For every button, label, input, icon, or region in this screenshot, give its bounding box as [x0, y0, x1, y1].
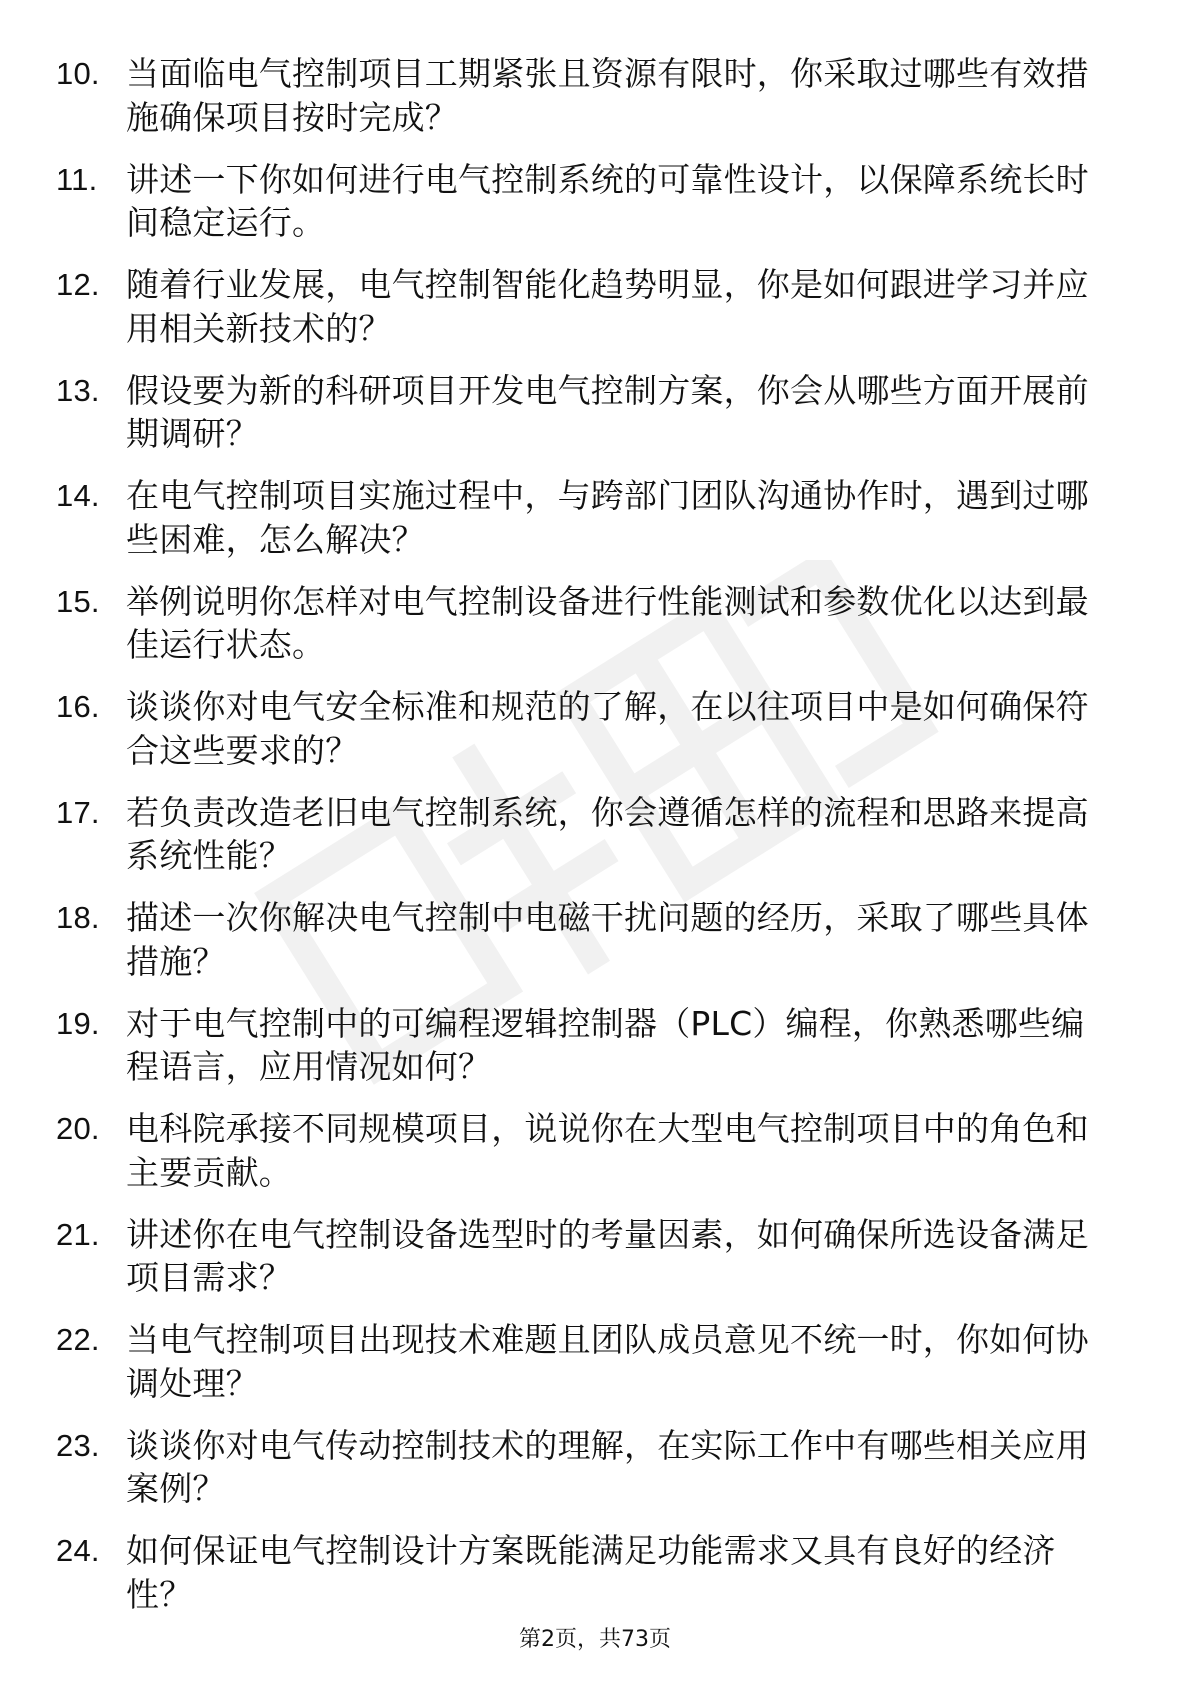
- question-text: 当面临电气控制项目工期紧张且资源有限时，你采取过哪些有效措施确保项目按时完成？: [126, 54, 1089, 137]
- question-text: 若负责改造老旧电气控制系统，你会遵循怎样的流程和思路来提高系统性能？: [126, 792, 1089, 875]
- question-item: [56, 474, 1116, 561]
- question-number: 21.: [56, 1216, 100, 1252]
- question-text: 讲述你在电气控制设备选型时的考量因素，如何确保所选设备满足项目需求？: [126, 1214, 1089, 1297]
- question-text: 描述一次你解决电气控制中电磁干扰问题的经历，采取了哪些具体措施？: [126, 898, 1089, 981]
- question-item: [56, 1002, 1116, 1089]
- question-number: 16.: [56, 689, 100, 724]
- question-text: 对于电气控制中的可编程逻辑控制器（PLC）编程，你熟悉哪些编程语言，应用情况如何？: [126, 1003, 1085, 1086]
- question-number: 14.: [56, 478, 100, 513]
- question-text: 谈谈你对电气安全标准和规范的了解，在以往项目中是如何确保符合这些要求的？: [126, 687, 1089, 770]
- question-number: 11.: [56, 161, 98, 197]
- question-number: 20.: [56, 1111, 100, 1146]
- question-number: 24.: [56, 1533, 100, 1568]
- question-text: 举例说明你怎样对电气控制设备进行性能测试和参数优化以达到最佳运行状态。: [126, 581, 1089, 664]
- page-footer: 第2页，共73页: [519, 1627, 671, 1652]
- question-item: [56, 369, 1116, 456]
- question-item: [56, 1107, 1116, 1194]
- question-number: 23.: [56, 1427, 100, 1463]
- question-item: [56, 580, 1116, 667]
- question-number: 17.: [56, 794, 100, 830]
- question-item: [56, 1213, 1116, 1300]
- question-item: [56, 52, 1116, 139]
- question-item: [56, 263, 1116, 350]
- question-number: 10.: [56, 56, 100, 91]
- question-item: [56, 1318, 1116, 1405]
- question-text: 电科院承接不同规模项目，说说你在大型电气控制项目中的角色和主要贡献。: [126, 1109, 1089, 1192]
- question-item: [56, 896, 1116, 983]
- question-number: 15.: [56, 583, 100, 619]
- question-text: 如何保证电气控制设计方案既能满足功能需求又具有良好的经济性？: [126, 1531, 1056, 1614]
- question-text: 随着行业发展，电气控制智能化趋势明显，你是如何跟进学习并应用相关新技术的？: [126, 265, 1089, 348]
- question-item: [56, 791, 1116, 878]
- question-text: 当电气控制项目出现技术难题且团队成员意见不统一时，你如何协调处理？: [126, 1320, 1089, 1403]
- question-text: 讲述一下你如何进行电气控制系统的可靠性设计，以保障系统长时间稳定运行。: [126, 159, 1089, 242]
- question-number: 19.: [56, 1005, 100, 1041]
- question-number: 12.: [56, 267, 100, 302]
- question-item: [56, 158, 1116, 245]
- question-number: 18.: [56, 900, 100, 935]
- question-item: [56, 1529, 1116, 1616]
- question-number: 13.: [56, 372, 100, 408]
- question-item: [56, 1424, 1116, 1511]
- question-number: 22.: [56, 1322, 100, 1357]
- question-item: [56, 685, 1116, 772]
- question-text: 假设要为新的科研项目开发电气控制方案，你会从哪些方面开展前期调研？: [126, 370, 1089, 453]
- question-text: 在电气控制项目实施过程中，与跨部门团队沟通协作时，遇到过哪些困难，怎么解决？: [126, 476, 1089, 559]
- question-list: [56, 52, 1116, 1635]
- question-text: 谈谈你对电气传动控制技术的理解，在实际工作中有哪些相关应用案例？: [126, 1425, 1089, 1508]
